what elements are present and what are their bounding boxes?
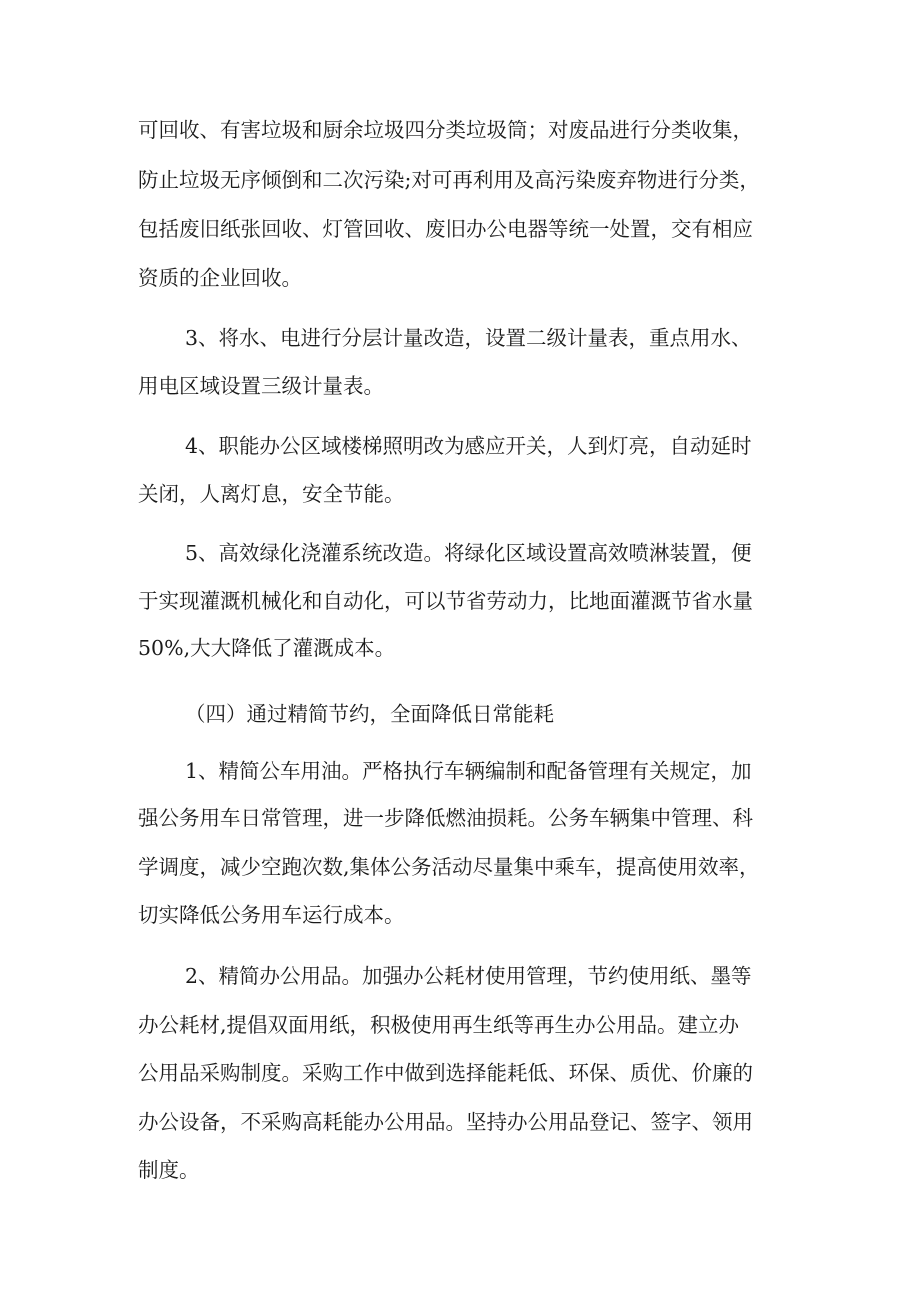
list-item-office-line: 2、精简办公用品。加强办公耗材使用管理，节约使用纸、墨等 <box>185 964 752 988</box>
list-item-5-line: 5、高效绿化浇灌系统改造。将绿化区域设置高效喷淋装置，便 <box>185 541 752 565</box>
text-line: 资质的企业回收。 <box>138 266 302 290</box>
list-item-vehicle-line: 学调度，减少空跑次数,集体公务活动尽量集中乘车，提高使用效率， <box>138 855 760 879</box>
list-item-5-line: 50%,大大降低了灌溉成本。 <box>138 636 396 660</box>
list-item-3-line: 3、将水、电进行分层计量改造，设置二级计量表，重点用水、 <box>185 326 752 350</box>
list-item-office-line: 公用品采购制度。采购工作中做到选择能耗低、环保、质优、价廉的 <box>138 1061 753 1085</box>
list-item-4-line: 关闭，人离灯息，安全节能。 <box>138 482 405 506</box>
list-item-vehicle-line: 切实降低公务用车运行成本。 <box>138 903 405 927</box>
list-item-5-line: 于实现灌溉机械化和自动化，可以节省劳动力，比地面灌溉节省水量 <box>138 589 753 613</box>
text-line: 防止垃圾无序倾倒和二次污染;对可再利用及高污染废弃物进行分类， <box>138 168 760 192</box>
list-item-office-line: 制度。 <box>138 1158 200 1182</box>
text-line: 可回收、有害垃圾和厨余垃圾四分类垃圾筒；对废品进行分类收集， <box>138 118 753 142</box>
list-item-vehicle-line: 强公务用车日常管理，进一步降低燃油损耗。公务车辆集中管理、科 <box>138 806 753 830</box>
list-item-office-line: 办公设备，不采购高耗能办公用品。坚持办公用品登记、签字、领用 <box>138 1110 753 1134</box>
list-item-4-line: 4、职能办公区域楼梯照明改为感应开关，人到灯亮，自动延时 <box>185 434 752 458</box>
text-line: 包括废旧纸张回收、灯管回收、废旧办公电器等统一处置，交有相应 <box>138 217 753 241</box>
list-item-office-line: 办公耗材,提倡双面用纸，积极使用再生纸等再生办公用品。建立办 <box>138 1013 740 1037</box>
section-heading: （四）通过精简节约，全面降低日常能耗 <box>185 702 554 726</box>
list-item-vehicle-line: 1、精简公车用油。严格执行车辆编制和配备管理有关规定，加 <box>185 759 752 783</box>
list-item-3-line: 用电区域设置三级计量表。 <box>138 374 384 398</box>
